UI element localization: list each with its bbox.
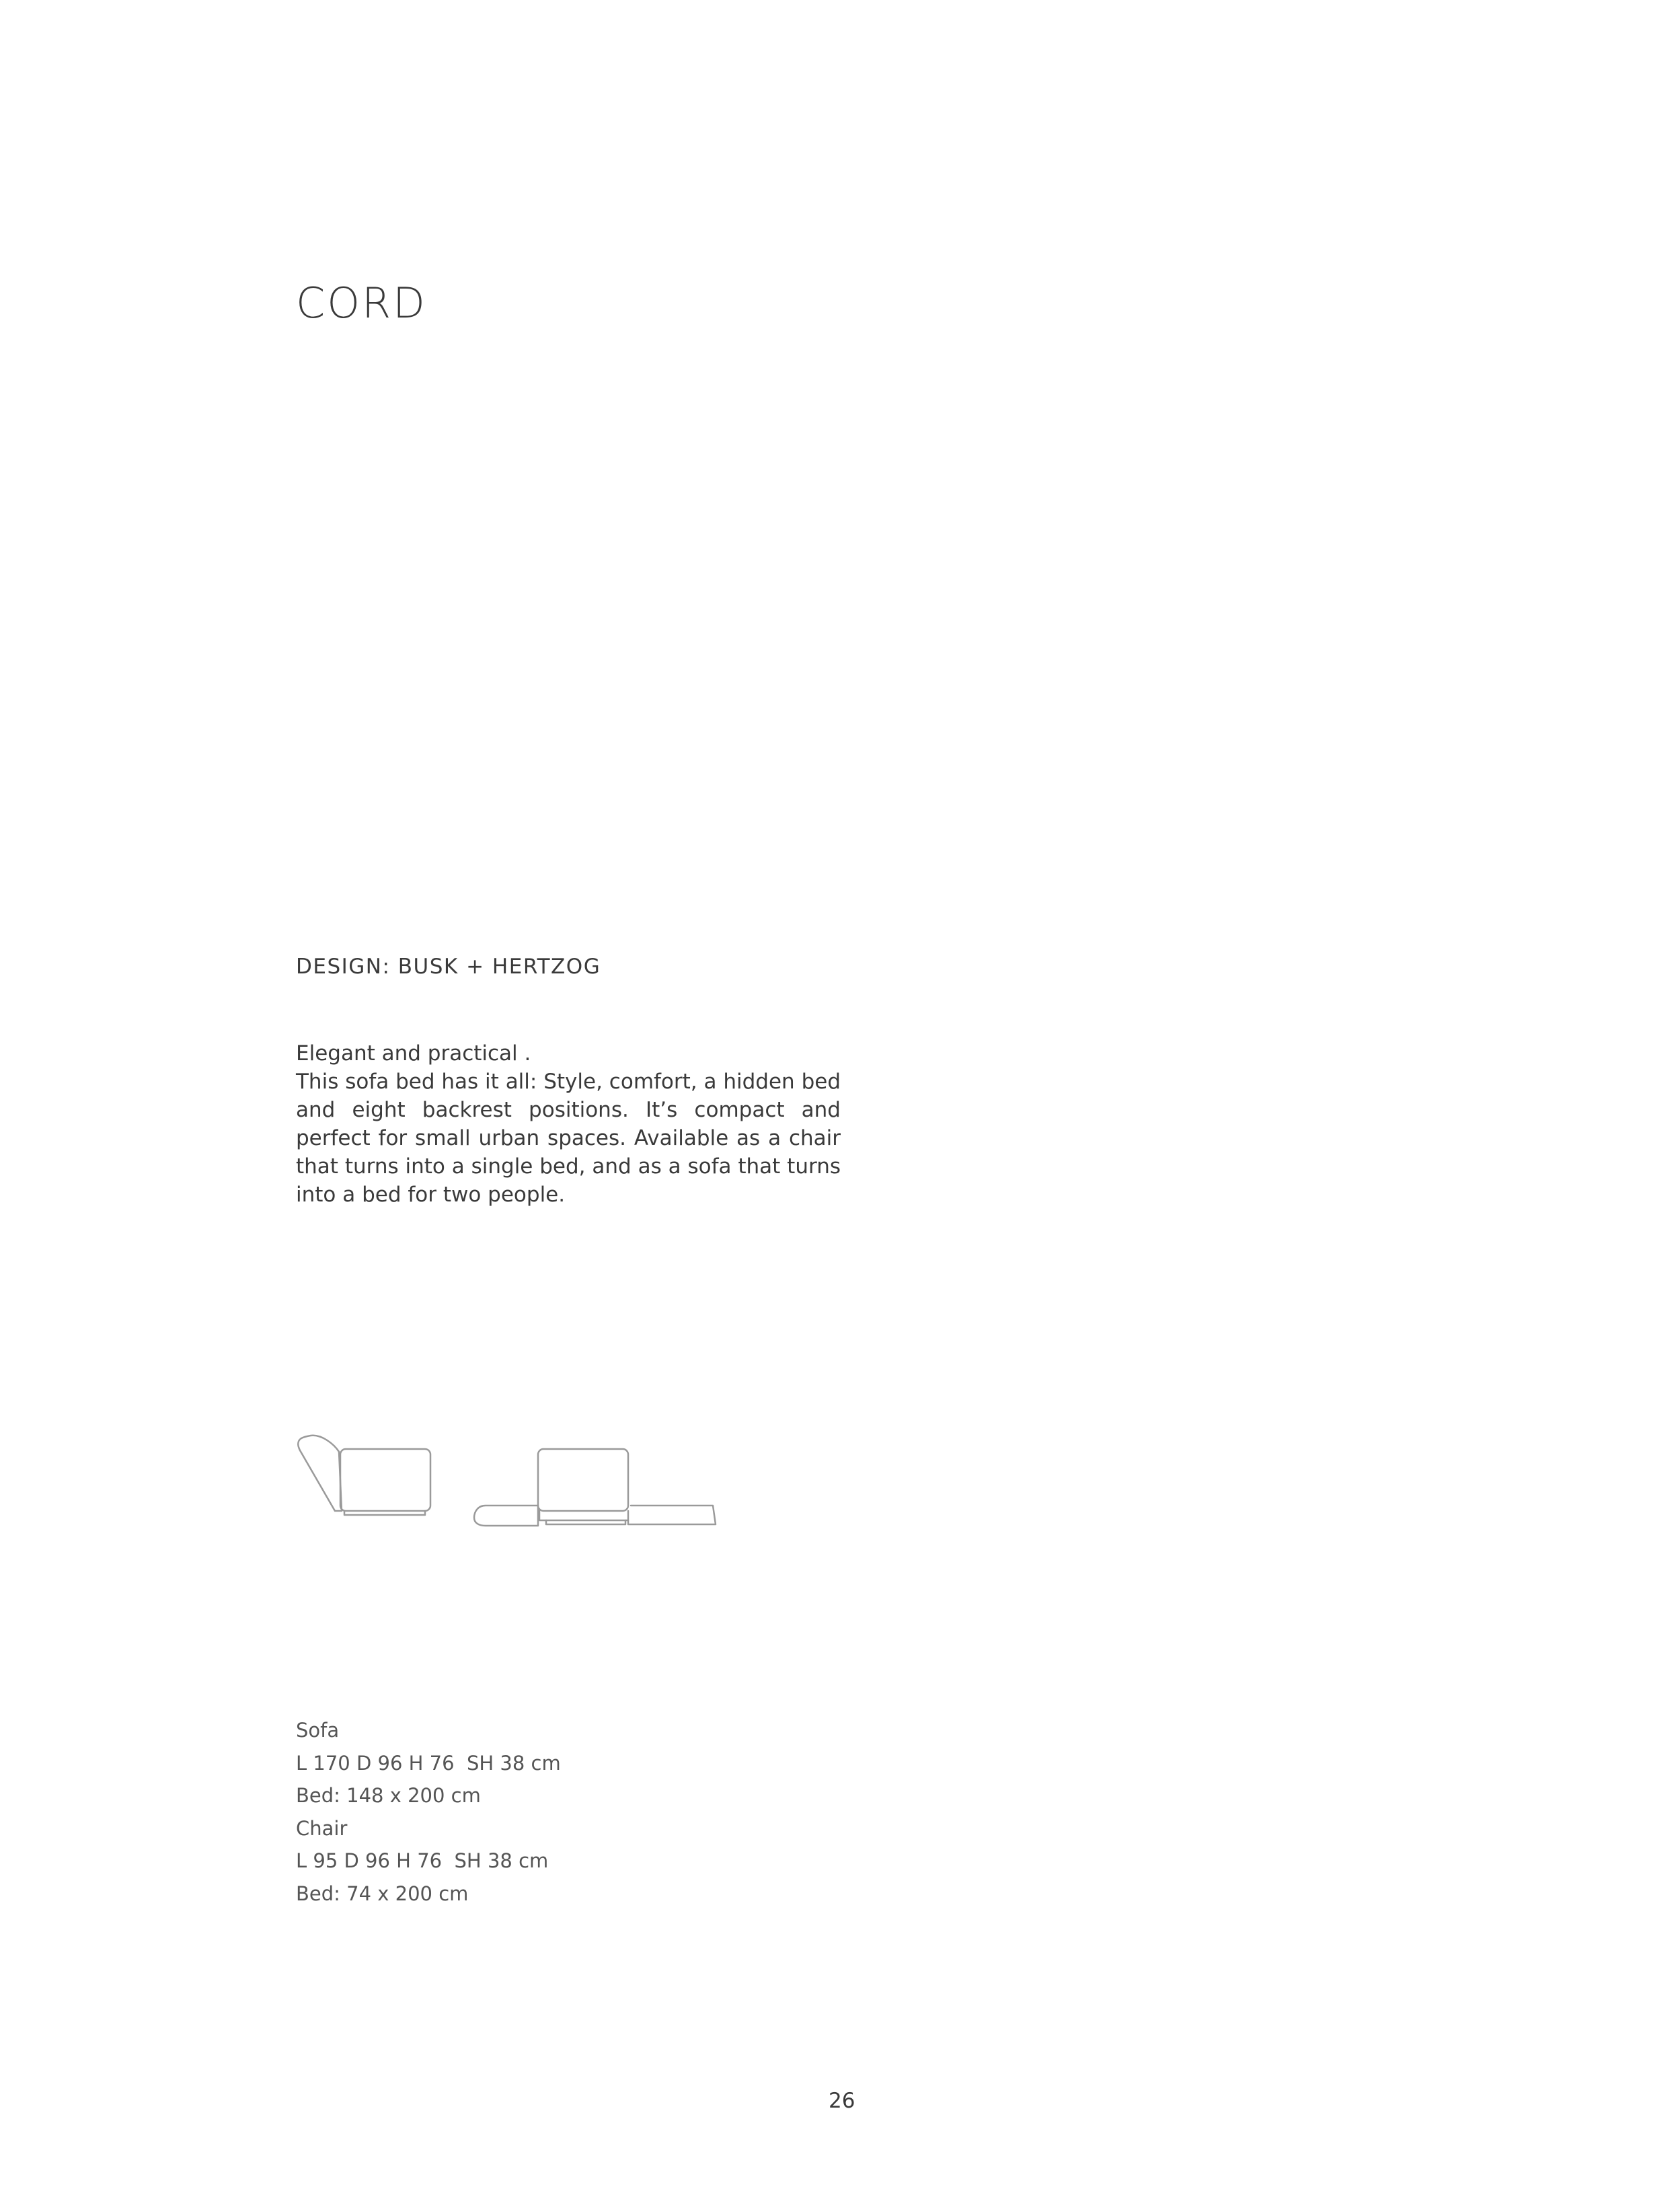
reclined-sofa-sketch: [298, 1436, 430, 1515]
product-title: CORD: [296, 279, 427, 328]
spec-sofa-bed-size: Bed: 148 x 200 cm: [296, 1784, 481, 1807]
product-specs: [296, 1714, 561, 1910]
designer-credit: DESIGN: BUSK + HERTZOG: [296, 955, 601, 979]
description-body: This sofa bed has it all: Style, comfort, a hidden bed and eight backrest positions. It’s compact and perfect for small urban spaces. Available as a chair that turns into a single bed, and as a sofa that turns into a bed for two people.: [296, 1070, 841, 1207]
spec-chair-bed-size: Bed: 74 x 200 cm: [296, 1882, 469, 1905]
description-lead: Elegant and practical .: [296, 1041, 531, 1066]
unfolded-bed-sketch: [474, 1449, 716, 1526]
product-description: [296, 1039, 841, 1209]
spec-sofa-dimensions: L 170 D 96 H 76 SH 38 cm: [296, 1751, 561, 1775]
page-number: 26: [829, 2089, 855, 2113]
spec-sofa-label: Sofa: [296, 1719, 340, 1742]
spec-chair-dimensions: L 95 D 96 H 76 SH 38 cm: [296, 1849, 549, 1872]
spec-chair-label: Chair: [296, 1816, 348, 1840]
sofa-bed-sketches: [296, 1432, 726, 1535]
